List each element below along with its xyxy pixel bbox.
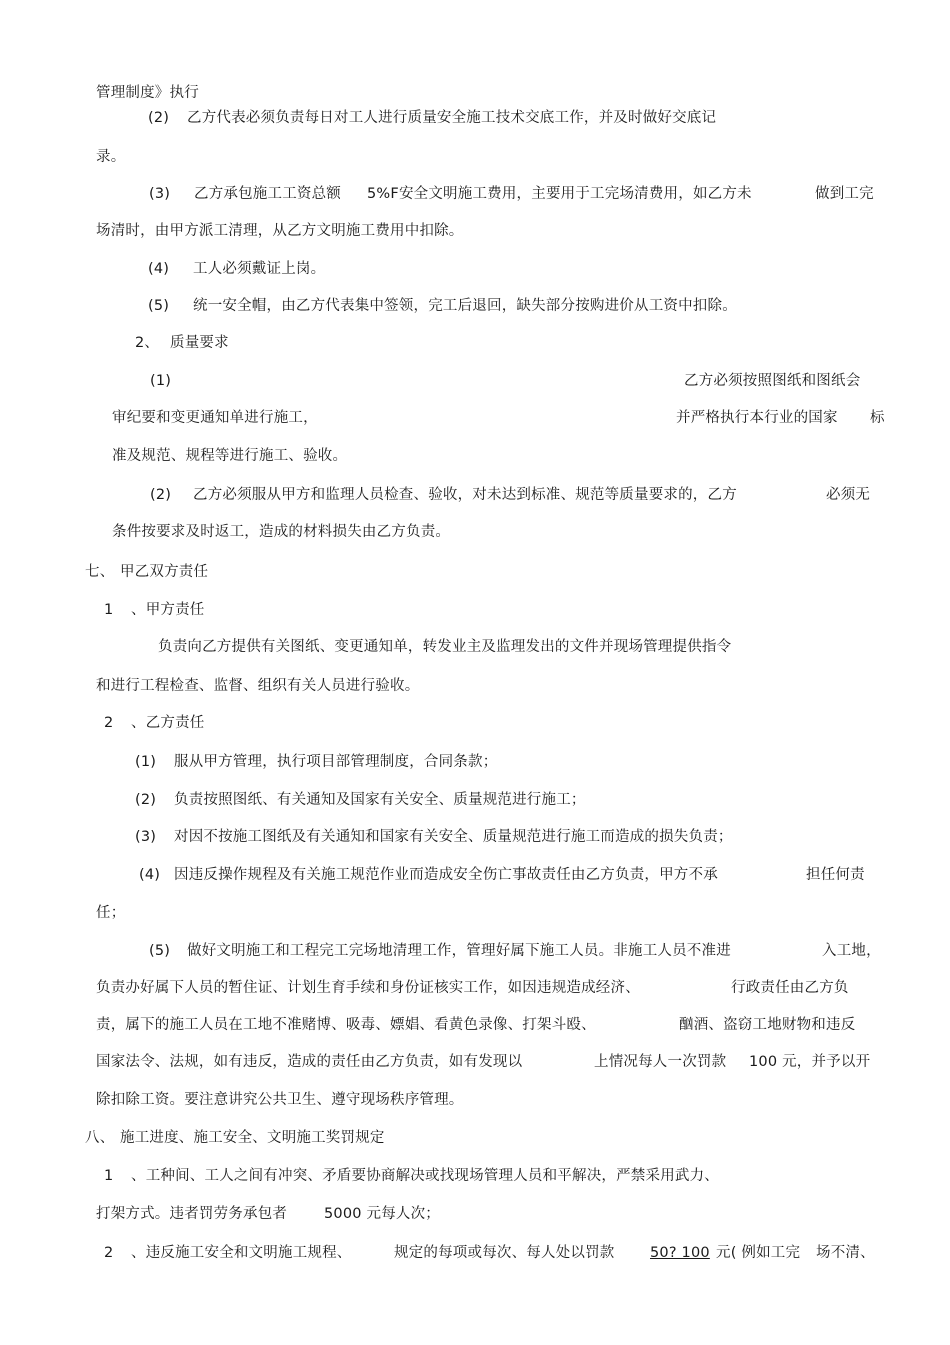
- text-line: 负责按照图纸、有关通知及国家有关安全、质量规范进行施工；: [174, 792, 586, 808]
- text-line: 管理制度》执行: [96, 85, 199, 101]
- text-line: 因违反操作规程及有关施工规范作业而造成安全伤亡事故责任由乙方负责，甲方不承: [174, 867, 718, 883]
- text-line: 工人必须戴证上岗。: [193, 261, 326, 277]
- text-line: 并严格执行本行业的国家: [676, 410, 838, 426]
- item-number: (3): [149, 186, 171, 202]
- text-line: 乙方承包施工工资总额: [194, 186, 341, 202]
- section-heading: 、甲方责任: [131, 602, 205, 618]
- text-line: 做到工完: [815, 186, 874, 202]
- item-number: (5): [148, 298, 170, 314]
- text-line: 必须无: [826, 487, 871, 503]
- fine-range: 50? 100: [650, 1245, 710, 1261]
- item-number: (2): [135, 792, 157, 808]
- text-line: 服从甲方管理，执行项目部管理制度，合同条款；: [174, 754, 498, 770]
- text-line: 负责办好属下人员的暂住证、计划生育手续和身份证核实工作，如因违规造成经济、: [96, 980, 640, 996]
- item-number: (5): [149, 943, 171, 959]
- text-line: 任；: [96, 905, 126, 921]
- text-line: 做好文明施工和工程完工完场地清理工作，管理好属下施工人员。非施工人员不准进: [187, 943, 731, 959]
- text-line: 统一安全帽，由乙方代表集中签领，完工后退回，缺失部分按购进价从工资中扣除。: [193, 298, 737, 314]
- text-line: 场不清、: [816, 1245, 875, 1261]
- text-line: 标: [870, 410, 885, 426]
- text-line: 乙方代表必须负责每日对工人进行质量安全施工技术交底工作，并及时做好交底记: [187, 110, 717, 126]
- section-heading: 、乙方责任: [131, 715, 205, 731]
- text-line: 、工种间、工人之间有冲突、矛盾要协商解决或找现场管理人员和平解决，严禁采用武力、: [131, 1168, 719, 1184]
- text-line: 准及规范、规程等进行施工、验收。: [112, 448, 348, 464]
- text-line: 场清时，由甲方派工清理，从乙方文明施工费用中扣除。: [96, 223, 464, 239]
- item-number: (1): [135, 754, 157, 770]
- text-line: 、违反施工安全和文明施工规程、: [131, 1245, 352, 1261]
- item-number: (4): [148, 261, 170, 277]
- text-line: 酗酒、盗窃工地财物和违反: [679, 1017, 856, 1033]
- item-number: (1): [150, 373, 172, 389]
- text-line: 和进行工程检查、监督、组织有关人员进行验收。: [96, 678, 420, 694]
- text-line: 国家法令、法规，如有违反，造成的责任由乙方负责，如有发现以: [96, 1054, 523, 1070]
- chapter-heading: 施工进度、施工安全、文明施工奖罚规定: [120, 1130, 385, 1146]
- section-number: 1: [104, 1168, 114, 1184]
- section-number: 2: [104, 1245, 114, 1261]
- text-line: 元( 例如工完: [716, 1245, 801, 1261]
- text-line: 录。: [96, 149, 126, 165]
- text-line: 规定的每项或每次、每人处以罚款: [394, 1245, 615, 1261]
- chapter-number: 八、: [85, 1130, 115, 1146]
- text-line: 上情况每人一次罚款: [594, 1054, 727, 1070]
- item-number: (3): [135, 829, 157, 845]
- text-line: 乙方必须按照图纸和图纸会: [684, 373, 861, 389]
- item-number: (2): [148, 110, 170, 126]
- item-number: (2): [150, 487, 172, 503]
- text-line: 除扣除工资。要注意讲究公共卫生、遵守现场秩序管理。: [96, 1092, 464, 1108]
- text-line: 对因不按施工图纸及有关通知和国家有关安全、质量规范进行施工而造成的损失负责；: [174, 829, 733, 845]
- item-number: (4): [139, 867, 161, 883]
- text-line: 责，属下的施工人员在工地不准赌博、吸毒、嫖娼、看黄色录像、打架斗殴、: [96, 1017, 596, 1033]
- section-number: 2: [104, 715, 114, 731]
- text-line: 5000 元每人次；: [324, 1206, 441, 1222]
- text-line: 负责向乙方提供有关图纸、变更通知单，转发业主及监理发出的文件并现场管理提供指令: [158, 639, 732, 655]
- chapter-heading: 甲乙双方责任: [120, 564, 209, 580]
- text-line: 担任何责: [806, 867, 865, 883]
- text-line: 5%F安全文明施工费用，主要用于工完场清费用，如乙方未: [367, 186, 752, 202]
- section-number: 1: [104, 602, 114, 618]
- text-line: 入工地，: [822, 943, 881, 959]
- chapter-number: 七、: [85, 564, 115, 580]
- text-line: 条件按要求及时返工，造成的材料损失由乙方负责。: [112, 524, 451, 540]
- text-line: 打架方式。违者罚劳务承包者: [96, 1206, 288, 1222]
- text-line: 审纪要和变更通知单进行施工，: [112, 410, 318, 426]
- text-line: 100 元，并予以开: [749, 1054, 871, 1070]
- section-heading: 质量要求: [170, 335, 229, 351]
- text-line: 行政责任由乙方负: [731, 980, 849, 996]
- section-number: 2、: [135, 335, 160, 351]
- text-line: 乙方必须服从甲方和监理人员检查、验收，对未达到标准、规范等质量要求的，乙方: [193, 487, 737, 503]
